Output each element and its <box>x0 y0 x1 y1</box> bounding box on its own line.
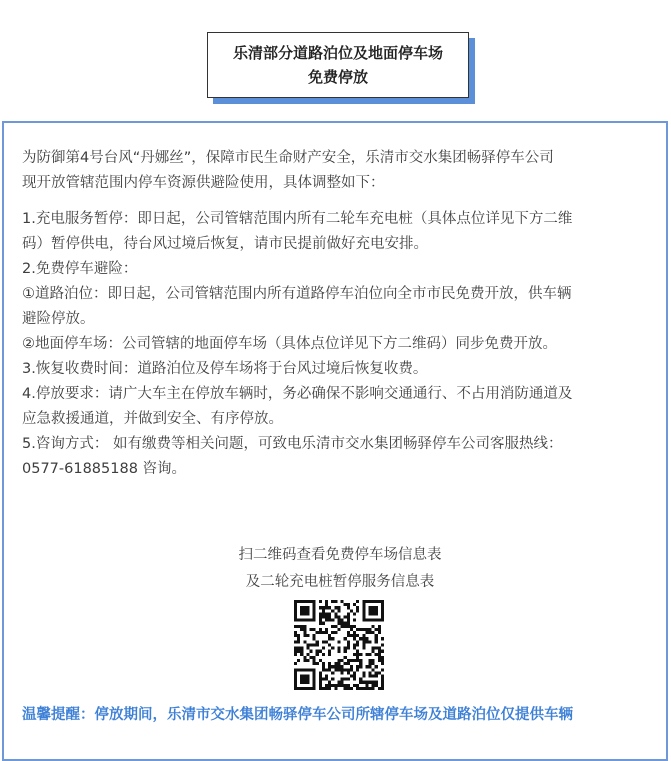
article-body <box>22 146 658 482</box>
list-line: ②地面停车场：公司管辖的地面停车场（具体点位详见下方二维码）同步免费开放。 <box>22 336 557 352</box>
intro-line: 现开放管辖范围内停车资源供避险使用，具体调整如下： <box>22 175 385 191</box>
intro-paragraph <box>22 146 658 196</box>
intro-line: 为防御第4号台风“丹娜丝”，保障市民生命财产安全，乐清市交水集团畅驿停车公司 <box>22 150 554 166</box>
list-line: ①道路泊位：即日起，公司管辖范围内所有道路停车泊位向全市市民免费开放，供车辆 <box>22 286 572 302</box>
list-line: 5.咨询方式： 如有缴费等相关问题，可致电乐清市交水集团畅驿停车公司客服热线： <box>22 436 563 452</box>
title-line-2: 免费停放 <box>307 68 368 86</box>
list-line: 应急救援通道，并做到安全、有序停放。 <box>22 411 283 427</box>
adjustment-list <box>22 207 658 482</box>
qr-code-icon[interactable] <box>294 600 384 690</box>
qr-caption-line: 及二轮充电桩暂停服务信息表 <box>245 574 435 590</box>
list-line: 避险停放。 <box>22 311 95 327</box>
list-line: 4.停放要求：请广大车主在停放车辆时，务必确保不影响交通通行、不占用消防通道及 <box>22 386 573 402</box>
list-line: 0577-61885188 咨询。 <box>22 461 187 477</box>
list-line: 1.充电服务暂停：即日起，公司管辖范围内所有二轮车充电桩（具体点位详见下方二维 <box>22 211 573 227</box>
list-line: 码）暂停供电，待台风过境后恢复，请市民提前做好充电安排。 <box>22 236 428 252</box>
qr-caption <box>22 542 658 596</box>
title-line-1: 乐清部分道路泊位及地面停车场 <box>232 44 443 62</box>
list-line: 3.恢复收费时间：道路泊位及停车场将于台风过境后恢复收费。 <box>22 361 428 377</box>
title-banner <box>207 32 477 106</box>
list-line: 2.免费停车避险： <box>22 261 138 277</box>
qr-caption-line: 扫二维码查看免费停车场信息表 <box>238 547 442 563</box>
warm-reminder: 温馨提醒：停放期间，乐清市交水集团畅驿停车公司所辖停车场及道路泊位仅提供车辆 <box>22 707 573 723</box>
page-title <box>207 32 469 98</box>
